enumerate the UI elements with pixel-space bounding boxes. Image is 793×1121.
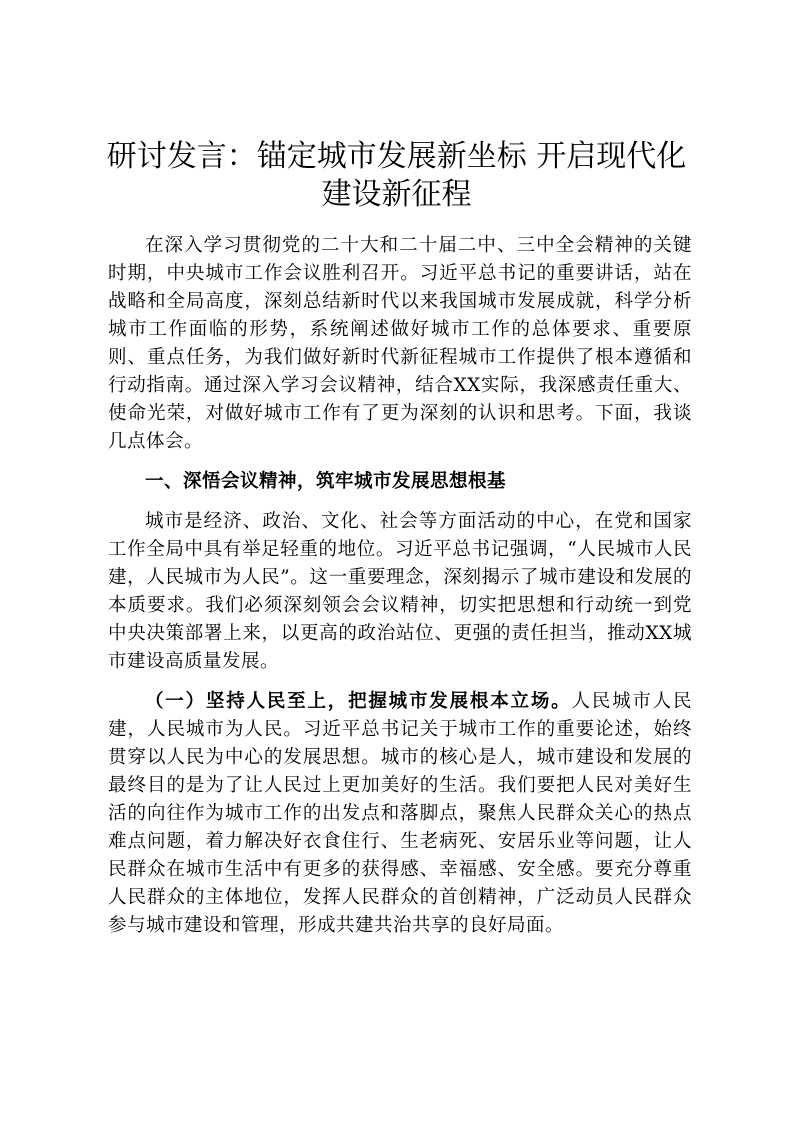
section-1-paragraph: 城市是经济、政治、文化、社会等方面活动的中心，在党和国家工作全局中具有举足轻重的地位。习近平总书记强调，“人民城市人民建，人民城市为人民”。这一重要理念，深刻揭示了城市建设和发展的本质要求。我们必须深刻领会会议精神，切实把思想和行动统一到党中央决策部署上来，以更高的政治站位、更强的责任担当，推动XX城市建设高质量发展。 (108, 511, 692, 672)
title-line-1: 研讨发言：锚定城市发展新坐标 开启现代化 (106, 139, 687, 174)
title-line-2: 建设新征程 (321, 177, 472, 212)
section-1-heading: 一、深悟会议精神，筑牢城市发展思想根基 (145, 471, 507, 492)
subsection-1-body: 人民城市人民建，人民城市为人民。习近平总书记关于城市工作的重要论述，始终贯穿以人民为中心的发展思想。城市的核心是人，城市建设和发展的最终目的是为了让人民过上更加美好的生活。我们要把人民对美好生活的向往作为城市工作的出发点和落脚点，聚焦人民群众关心的热点难点问题，着力解决好衣食住行、生老病死、安居乐业等问题，让人民群众在城市生活中有更多的获得感、幸福感、安全感。要充分尊重人民群众的主体地位，发挥人民群众的首创精神，广泛动员人民群众参与城市建设和管理，形成共建共治共享的良好局面。 (108, 691, 692, 936)
document-title (100, 138, 693, 214)
document-body (108, 232, 692, 940)
subsection-1-lead: （一）坚持人民至上，把握城市发展根本立场。 (145, 691, 572, 712)
subsection-1-paragraph (108, 688, 692, 940)
intro-paragraph: 在深入学习贯彻党的二十大和二十届二中、三中全会精神的关键时期，中央城市工作会议胜利召开。习近平总书记的重要讲话，站在战略和全局高度，深刻总结新时代以来我国城市发展成就，科学分析城市工作面临的形势，系统阐述做好城市工作的总体要求、重要原则、重点任务，为我们做好新时代新征程城市工作提供了根本遵循和行动指南。通过深入学习会议精神，结合XX实际，我深感责任重大、使命光荣，对做好城市工作有了更为深刻的认识和思考。下面，我谈几点体会。 (108, 235, 692, 452)
